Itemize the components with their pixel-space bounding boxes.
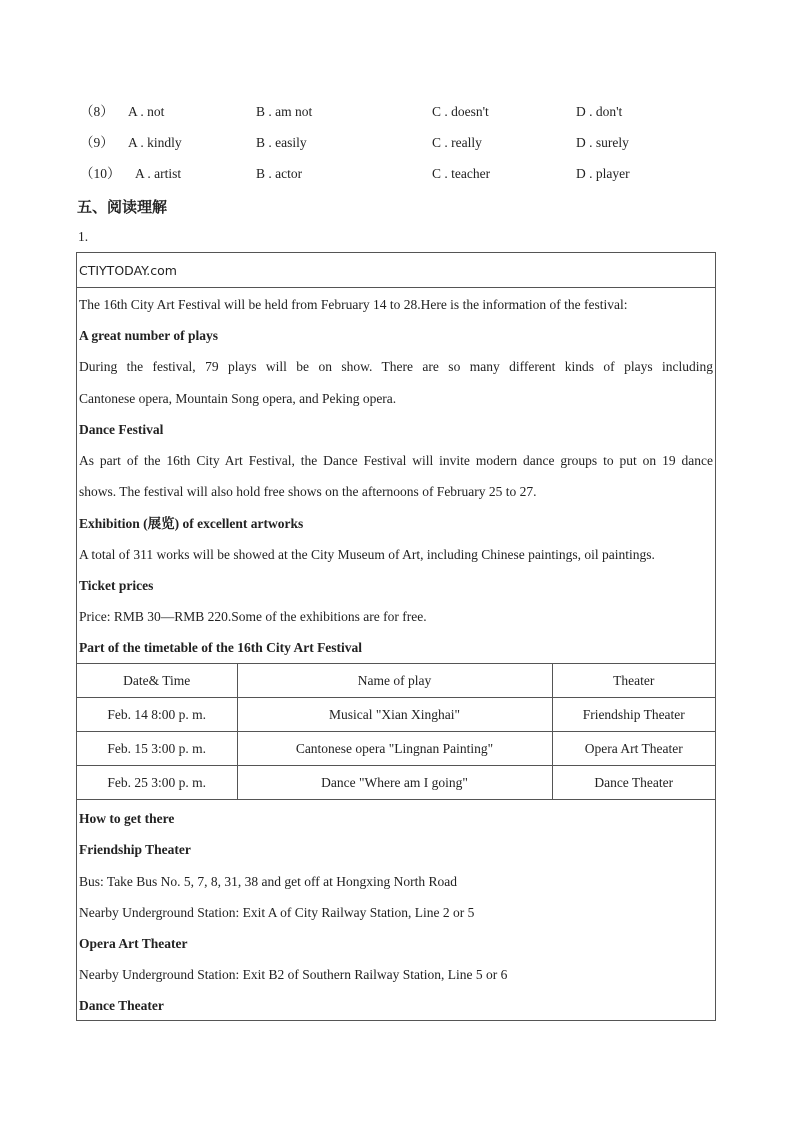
option-b: B . actor [256, 166, 303, 181]
cell-play: Musical "Xian Xinghai" [237, 698, 552, 732]
dance-text-line1: As part of the 16th City Art Festival, the Dance Festival will invite modern dance groups to put on 19 dance [79, 453, 713, 468]
option-c: C . teacher [432, 166, 491, 181]
option-a: A . kindly [128, 135, 182, 150]
option-b: B . easily [256, 135, 307, 150]
option-number: （9） [80, 135, 114, 150]
exhibition-text: A total of 311 works will be showed at the City Museum of Art, including Chinese paintings, oil paintings. [79, 547, 655, 562]
table-row [77, 698, 715, 732]
directions-heading: How to get there [79, 811, 175, 826]
dance-theater-heading: Dance Theater [79, 998, 164, 1013]
ticket-text: Price: RMB 30—RMB 220.Some of the exhibitions are for free. [79, 609, 427, 624]
header-date-time: Date& Time [77, 664, 237, 698]
option-a: A . artist [135, 166, 182, 181]
cell-play: Dance "Where am I going" [237, 766, 552, 800]
option-number: （8） [80, 104, 114, 119]
friendship-underground: Nearby Underground Station: Exit A of City Railway Station, Line 2 or 5 [79, 905, 475, 920]
dance-heading: Dance Festival [79, 422, 164, 437]
intro-text: The 16th City Art Festival will be held from February 14 to 28.Here is the information of the festival: [79, 297, 628, 312]
timetable-header-row [77, 664, 715, 698]
option-b: B . am not [256, 104, 313, 119]
cell-play: Cantonese opera "Lingnan Painting" [237, 732, 552, 766]
cell-theater: Opera Art Theater [552, 732, 715, 766]
friendship-heading: Friendship Theater [79, 842, 191, 857]
header-name-of-play: Name of play [237, 664, 552, 698]
divider [77, 287, 715, 288]
timetable [77, 663, 715, 800]
option-a: A . not [128, 104, 165, 119]
plays-heading: A great number of plays [79, 328, 219, 343]
cell-theater: Friendship Theater [552, 698, 715, 732]
cell-date-time: Feb. 15 3:00 p. m. [77, 732, 237, 766]
opera-heading: Opera Art Theater [79, 936, 188, 951]
option-d: D . surely [576, 135, 629, 150]
cell-date-time: Feb. 14 8:00 p. m. [77, 698, 237, 732]
passage-box [76, 252, 716, 1021]
timetable-heading: Part of the timetable of the 16th City Art Festival [79, 640, 363, 655]
cell-theater: Dance Theater [552, 766, 715, 800]
plays-text-line2: Cantonese opera, Mountain Song opera, and Peking opera. [79, 391, 397, 406]
table-row [77, 732, 715, 766]
section-title: 五、阅读理解 [77, 198, 168, 216]
table-row [77, 766, 715, 800]
option-d: D . don't [576, 104, 623, 119]
plays-text-line1: During the festival, 79 plays will be on show. There are so many different kinds of plays including [79, 359, 713, 374]
cell-date-time: Feb. 25 3:00 p. m. [77, 766, 237, 800]
header-theater: Theater [552, 664, 715, 698]
option-d: D . player [576, 166, 630, 181]
option-c: C . really [432, 135, 482, 150]
option-number: （10） [80, 166, 121, 181]
question-number: 1. [78, 229, 89, 244]
option-c: C . doesn't [432, 104, 489, 119]
ticket-heading: Ticket prices [79, 578, 154, 593]
exhibition-heading: Exhibition (展览) of excellent artworks [79, 516, 304, 531]
site-name: CTIYTODAY.com [79, 263, 177, 278]
dance-text-line2: shows. The festival will also hold free shows on the afternoons of February 25 to 27. [79, 484, 537, 499]
friendship-bus: Bus: Take Bus No. 5, 7, 8, 31, 38 and get off at Hongxing North Road [79, 874, 458, 889]
opera-underground: Nearby Underground Station: Exit B2 of Southern Railway Station, Line 5 or 6 [79, 967, 508, 982]
